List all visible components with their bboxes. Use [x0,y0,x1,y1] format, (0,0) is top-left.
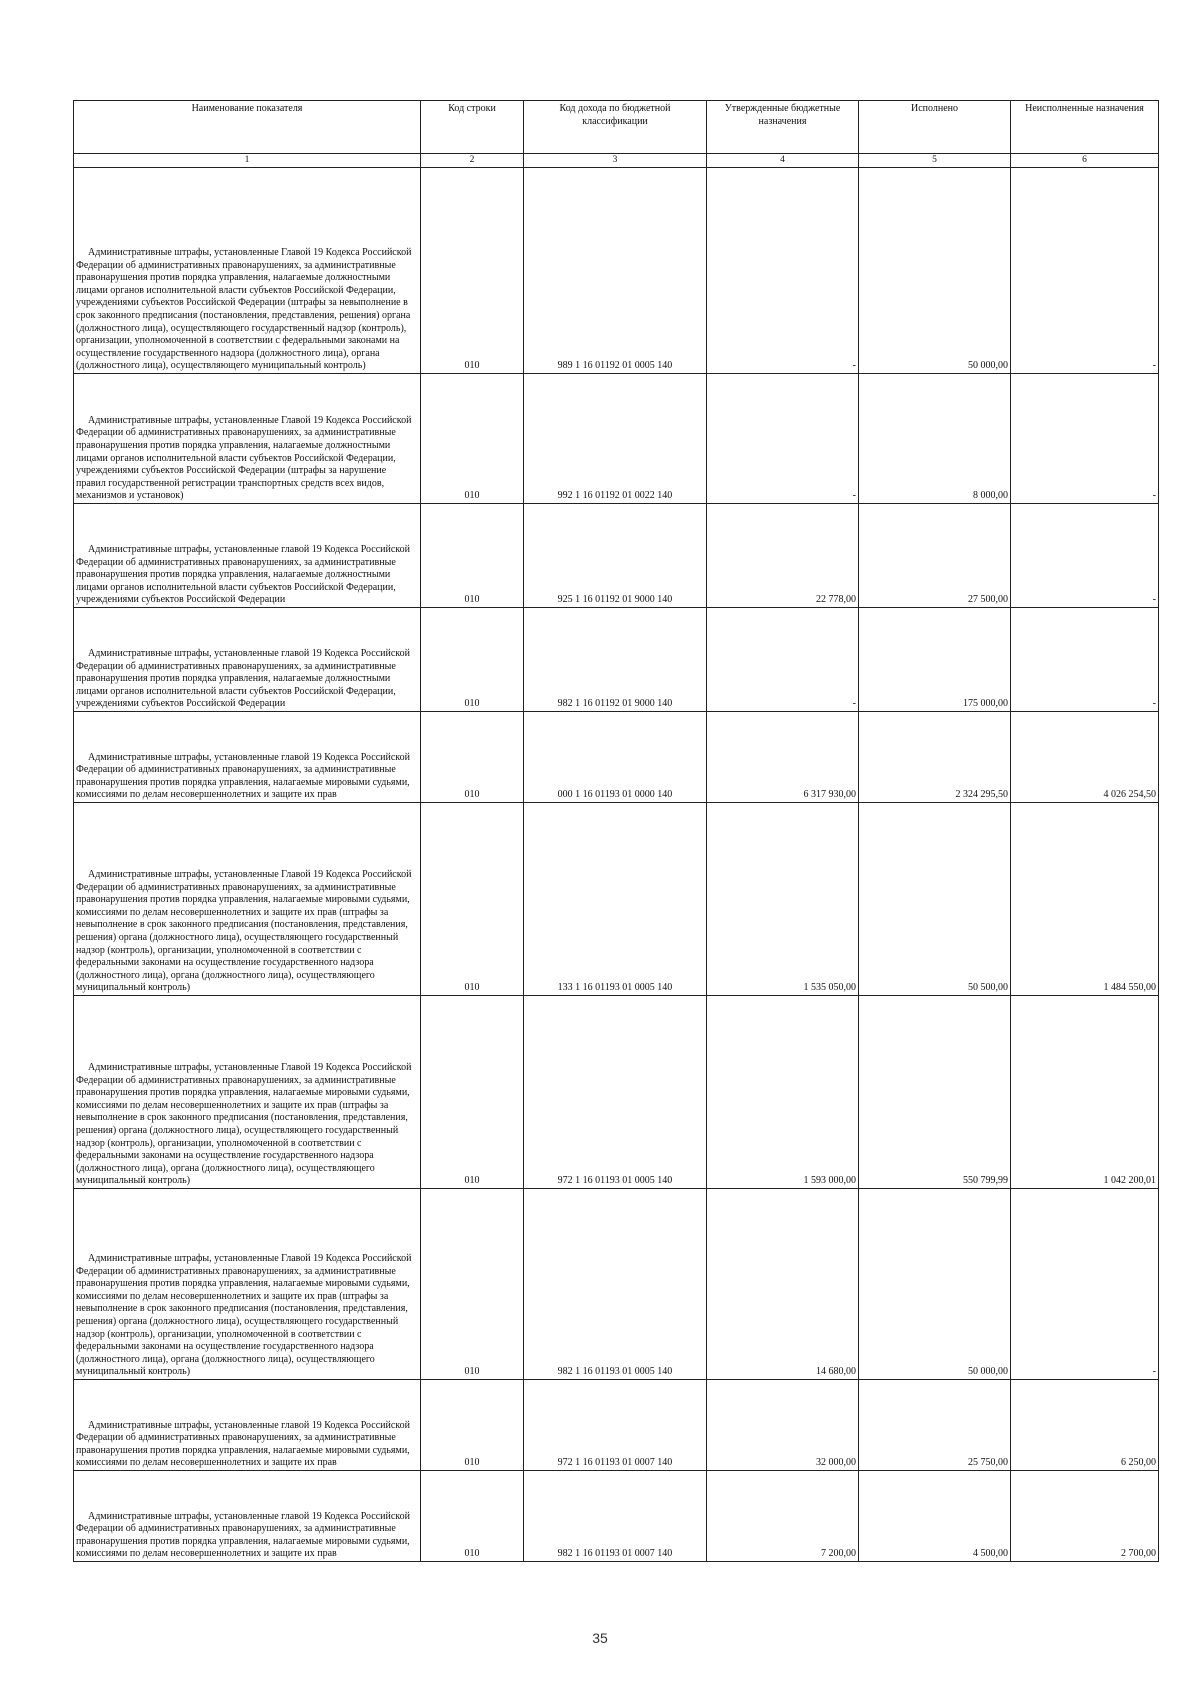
budget-classification-code: 000 1 16 01193 01 0000 140 [524,712,707,803]
unexecuted-amount: - [1011,1189,1159,1380]
approved-amount: - [707,608,859,712]
budget-classification-code: 992 1 16 01192 01 0022 140 [524,374,707,504]
column-number: 1 [74,154,421,168]
budget-classification-code: 989 1 16 01192 01 0005 140 [524,168,707,374]
header-row [74,101,1159,154]
executed-amount: 8 000,00 [859,374,1011,504]
approved-amount: - [707,374,859,504]
executed-amount: 175 000,00 [859,608,1011,712]
page-number: 35 [592,1630,608,1646]
approved-amount: 7 200,00 [707,1471,859,1562]
budget-classification-code: 982 1 16 01193 01 0005 140 [524,1189,707,1380]
indicator-name: Административные штрафы, установленные Главой 19 Кодекса Российской Федерации об административных правонарушениях, за административные правонарушения против порядка управления, налагаемые должностными лицами органов исполнительной власти субъектов Российской Федерации, учреждениями субъектов Российской Федерации (штрафы за нарушение правил государственной регистрации транспортных средств всех видов, механизмов и установок) [76,414,412,502]
column-number: 2 [421,154,524,168]
approved-amount: 6 317 930,00 [707,712,859,803]
table-row [74,1380,1159,1471]
approved-amount: 32 000,00 [707,1380,859,1471]
unexecuted-amount: - [1011,168,1159,374]
unexecuted-amount: - [1011,374,1159,504]
unexecuted-amount: 4 026 254,50 [1011,712,1159,803]
row-code: 010 [421,1189,524,1380]
indicator-name: Административные штрафы, установленные главой 19 Кодекса Российской Федерации об административных правонарушениях, за административные правонарушения против порядка управления, налагаемые мировыми судьями, комиссиями по делам несовершеннолетних и защите их прав [76,751,411,801]
row-code: 010 [421,374,524,504]
header-executed: Исполнено [859,101,1011,154]
table-row [74,1471,1159,1562]
indicator-name-cell [74,608,421,712]
table-row [74,1189,1159,1380]
indicator-name: Административные штрафы, установленные Главой 19 Кодекса Российской Федерации об административных правонарушениях, за административные правонарушения против порядка управления, налагаемые мировыми судьями, комиссиями по делам несовершеннолетних и защите их прав (штрафы за невыполнение в срок законного предписания (постановления, представления, решения) органа (должностного лица), осуществляющего государственный надзор (контроль), организации, уполномоченной в соответствии с федеральными законами на осуществление государственного надзора (должностного лица), органа (должностного лица), осуществляющего муниципальный контроль) [76,1062,412,1187]
table-row [74,608,1159,712]
header-unexecuted: Неисполненные назначения [1011,101,1159,154]
executed-amount: 4 500,00 [859,1471,1011,1562]
approved-amount: - [707,168,859,374]
indicator-name-cell [74,168,421,374]
indicator-name-cell [74,374,421,504]
executed-amount: 25 750,00 [859,1380,1011,1471]
indicator-name: Административные штрафы, установленные главой 19 Кодекса Российской Федерации об административных правонарушениях, за административные правонарушения против порядка управления, налагаемые мировыми судьями, комиссиями по делам несовершеннолетних и защите их прав [76,1510,411,1560]
row-code: 010 [421,608,524,712]
indicator-name: Административные штрафы, установленные Главой 19 Кодекса Российской Федерации об административных правонарушениях, за административные правонарушения против порядка управления, налагаемые мировыми судьями, комиссиями по делам несовершеннолетних и защите их прав (штрафы за невыполнение в срок законного предписания (постановления, представления, решения) органа (должностного лица), осуществляющего государственный надзор (контроль), организации, уполномоченной в соответствии с федеральными законами на осуществление государственного надзора (должностного лица), органа (должностного лица), осуществляющего муниципальный контроль) [76,1253,412,1378]
row-code: 010 [421,803,524,996]
approved-amount: 22 778,00 [707,504,859,608]
row-code: 010 [421,1380,524,1471]
indicator-name-cell [74,996,421,1189]
table-row [74,996,1159,1189]
executed-amount: 50 000,00 [859,168,1011,374]
column-number: 4 [707,154,859,168]
header-budget-code: Код дохода по бюджетной классификации [524,101,707,154]
indicator-name-cell [74,712,421,803]
approved-amount: 1 535 050,00 [707,803,859,996]
unexecuted-amount: 2 700,00 [1011,1471,1159,1562]
row-code: 010 [421,504,524,608]
executed-amount: 2 324 295,50 [859,712,1011,803]
unexecuted-amount: - [1011,608,1159,712]
indicator-name-cell [74,1189,421,1380]
row-code: 010 [421,712,524,803]
row-code: 010 [421,1471,524,1562]
revenue-table [73,100,1159,1562]
budget-classification-code: 972 1 16 01193 01 0007 140 [524,1380,707,1471]
indicator-name: Административные штрафы, установленные Главой 19 Кодекса Российской Федерации об административных правонарушениях, за административные правонарушения против порядка управления, налагаемые мировыми судьями, комиссиями по делам несовершеннолетних и защите их прав (штрафы за невыполнение в срок законного предписания (постановления, представления, решения) органа (должностного лица), осуществляющего государственный надзор (контроль), организации, уполномоченной в соответствии с федеральными законами на осуществление государственного надзора (должностного лица), органа (должностного лица), осуществляющего муниципальный контроль) [76,869,412,994]
indicator-name: Административные штрафы, установленные главой 19 Кодекса Российской Федерации об административных правонарушениях, за административные правонарушения против порядка управления, налагаемые мировыми судьями, комиссиями по делам несовершеннолетних и защите их прав [76,1419,411,1469]
table-row [74,374,1159,504]
header-row-code: Код строки [421,101,524,154]
executed-amount: 50 000,00 [859,1189,1011,1380]
table-row [74,168,1159,374]
table-row [74,712,1159,803]
indicator-name-cell [74,803,421,996]
approved-amount: 14 680,00 [707,1189,859,1380]
row-code: 010 [421,996,524,1189]
column-number: 5 [859,154,1011,168]
header-approved: Утвержденные бюджетные назначения [707,101,859,154]
indicator-name-cell [74,504,421,608]
budget-classification-code: 972 1 16 01193 01 0005 140 [524,996,707,1189]
indicator-name-cell [74,1471,421,1562]
table-row [74,803,1159,996]
table-row [74,504,1159,608]
row-code: 010 [421,168,524,374]
column-number: 3 [524,154,707,168]
indicator-name: Административные штрафы, установленные главой 19 Кодекса Российской Федерации об административных правонарушениях, за административные правонарушения против порядка управления, налагаемые должностными лицами органов исполнительной власти субъектов Российской Федерации, учреждениями субъектов Российской Федерации [76,544,411,606]
column-number-row [74,154,1159,168]
budget-classification-code: 982 1 16 01193 01 0007 140 [524,1471,707,1562]
indicator-name: Административные штрафы, установленные Главой 19 Кодекса Российской Федерации об административных правонарушениях, за административные правонарушения против порядка управления, налагаемые должностными лицами органов исполнительной власти субъектов Российской Федерации, учреждениями субъектов Российской Федерации (штрафы за невыполнение в срок законного предписания (постановления, представления, решения) органа (должностного лица), осуществляющего государственный надзор (контроль), организации, уполномоченной в соответствии с федеральными законами на осуществление государственного надзора (должностного лица), органа (должностного лица), осуществляющего муниципальный контроль) [76,247,412,372]
approved-amount: 1 593 000,00 [707,996,859,1189]
header-indicator-name: Наименование показателя [74,101,421,154]
unexecuted-amount: - [1011,504,1159,608]
budget-classification-code: 133 1 16 01193 01 0005 140 [524,803,707,996]
indicator-name: Административные штрафы, установленные главой 19 Кодекса Российской Федерации об административных правонарушениях, за административные правонарушения против порядка управления, налагаемые должностными лицами органов исполнительной власти субъектов Российской Федерации, учреждениями субъектов Российской Федерации [76,648,411,710]
executed-amount: 550 799,99 [859,996,1011,1189]
executed-amount: 27 500,00 [859,504,1011,608]
budget-classification-code: 925 1 16 01192 01 9000 140 [524,504,707,608]
unexecuted-amount: 1 042 200,01 [1011,996,1159,1189]
budget-classification-code: 982 1 16 01192 01 9000 140 [524,608,707,712]
unexecuted-amount: 6 250,00 [1011,1380,1159,1471]
indicator-name-cell [74,1380,421,1471]
executed-amount: 50 500,00 [859,803,1011,996]
unexecuted-amount: 1 484 550,00 [1011,803,1159,996]
column-number: 6 [1011,154,1159,168]
